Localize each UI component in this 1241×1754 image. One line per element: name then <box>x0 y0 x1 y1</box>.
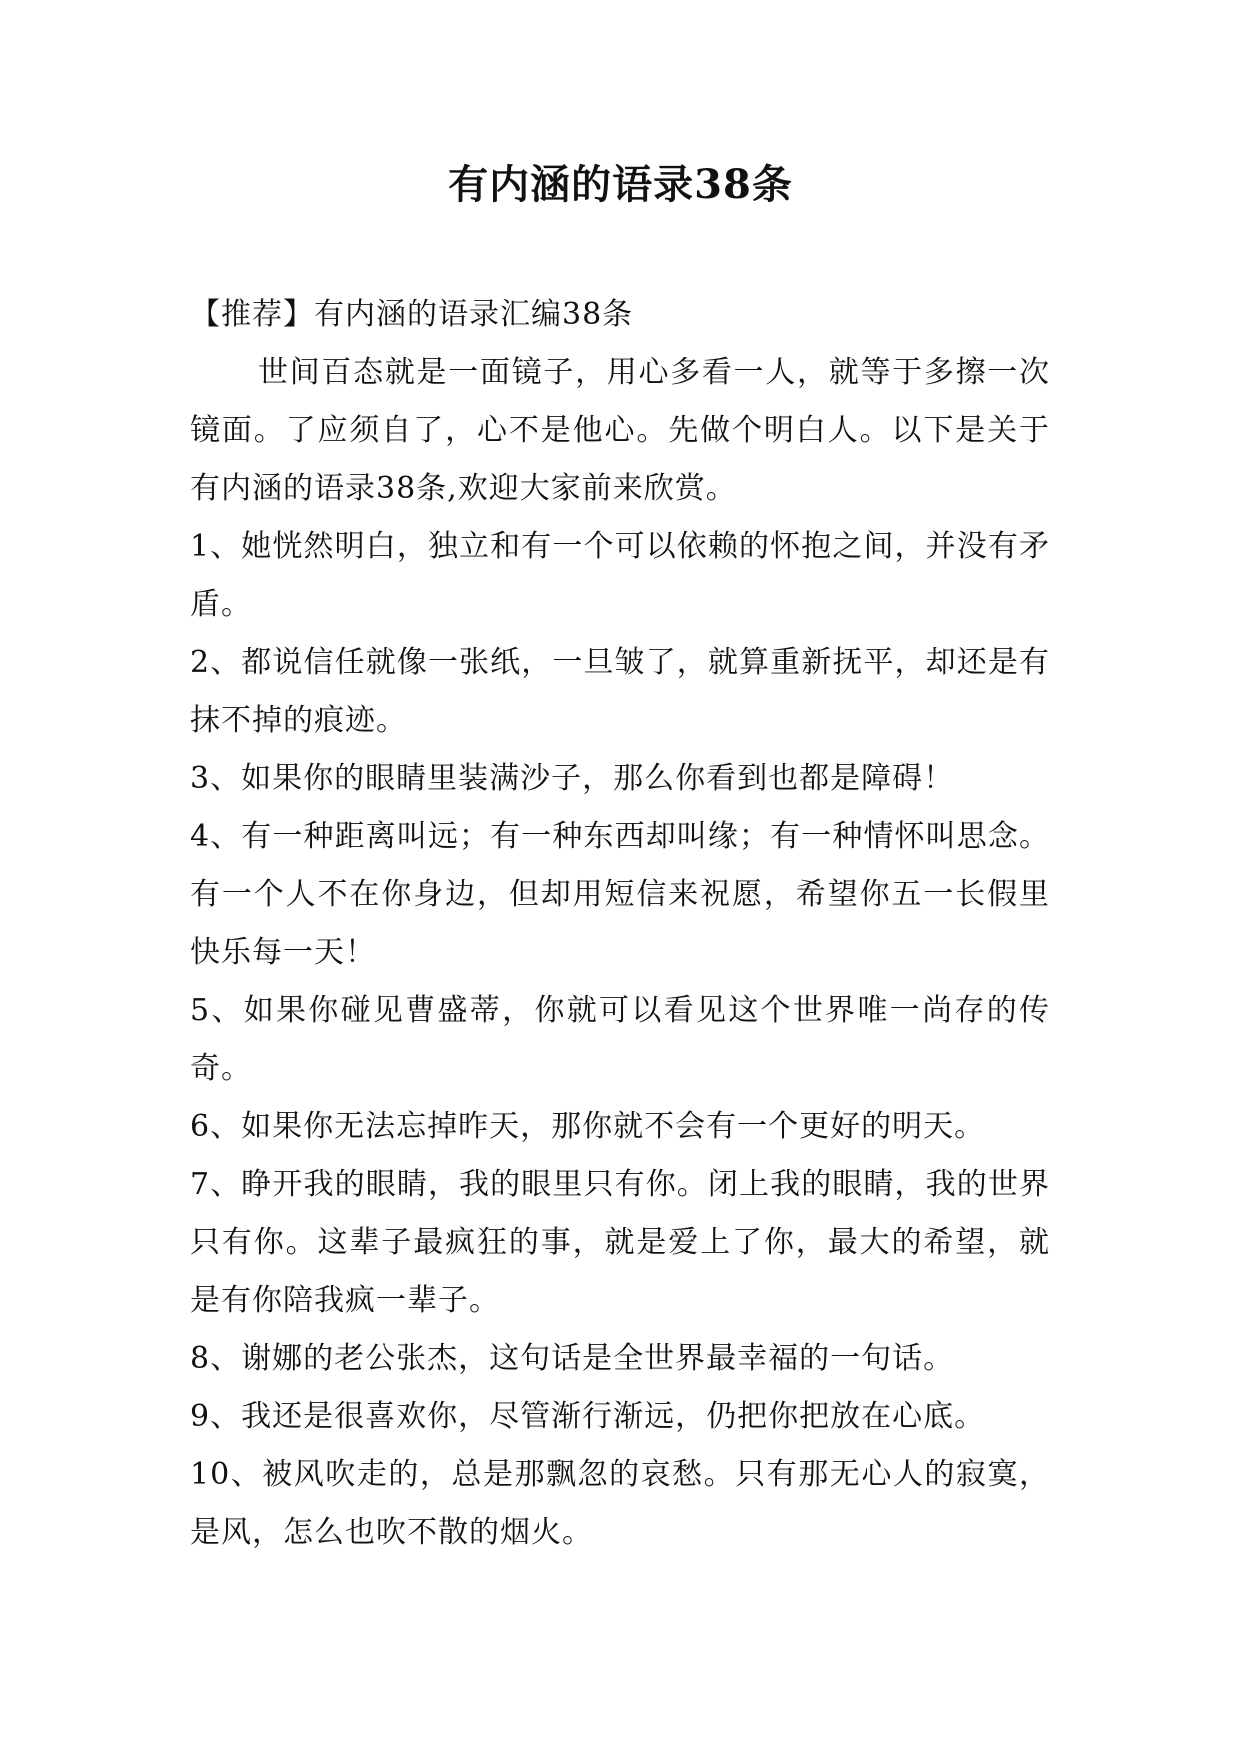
quote-item-6: 6、如果你无法忘掉昨天，那你就不会有一个更好的明天。 <box>190 1109 986 1144</box>
quote-item-4: 4、有一种距离叫远；有一种东西却叫缘；有一种情怀叫思念。有一个人不在你身边，但却用短信来祝愿，希望你五一长假里快乐每一天！ <box>190 819 1050 970</box>
quote-item-7: 7、睁开我的眼睛，我的眼里只有你。闭上我的眼睛，我的世界只有你。这辈子最疯狂的事，就是爱上了你，最大的希望，就是有你陪我疯一辈子。 <box>190 1167 1050 1318</box>
document-subtitle: 【推荐】有内涵的语录汇编38条 <box>190 297 634 332</box>
quote-item-3: 3、如果你的眼睛里装满沙子，那么你看到也都是障碍！ <box>190 761 955 796</box>
quote-item-5: 5、如果你碰见曹盛蒂，你就可以看见这个世界唯一尚存的传奇。 <box>190 993 1050 1086</box>
quote-item-9: 9、我还是很喜欢你，尽管渐行渐远，仍把你把放在心底。 <box>190 1399 986 1434</box>
intro-paragraph: 世间百态就是一面镜子，用心多看一人，就等于多擦一次镜面。了应须自了，心不是他心。先做个明白人。以下是关于有内涵的语录38条,欢迎大家前来欣赏。 <box>190 355 1050 506</box>
quote-item-1: 1、她恍然明白，独立和有一个可以依赖的怀抱之间，并没有矛盾。 <box>190 529 1050 622</box>
quote-item-10: 10、被风吹走的，总是那飘忽的哀愁。只有那无心人的寂寞，是风，怎么也吹不散的烟火。 <box>190 1457 1050 1550</box>
quote-item-2: 2、都说信任就像一张纸，一旦皱了，就算重新抚平，却还是有抹不掉的痕迹。 <box>190 645 1050 738</box>
document-body <box>190 286 1050 1562</box>
document-title: 有内涵的语录38条 <box>448 161 793 208</box>
quote-item-8: 8、谢娜的老公张杰，这句话是全世界最幸福的一句话。 <box>190 1341 955 1376</box>
